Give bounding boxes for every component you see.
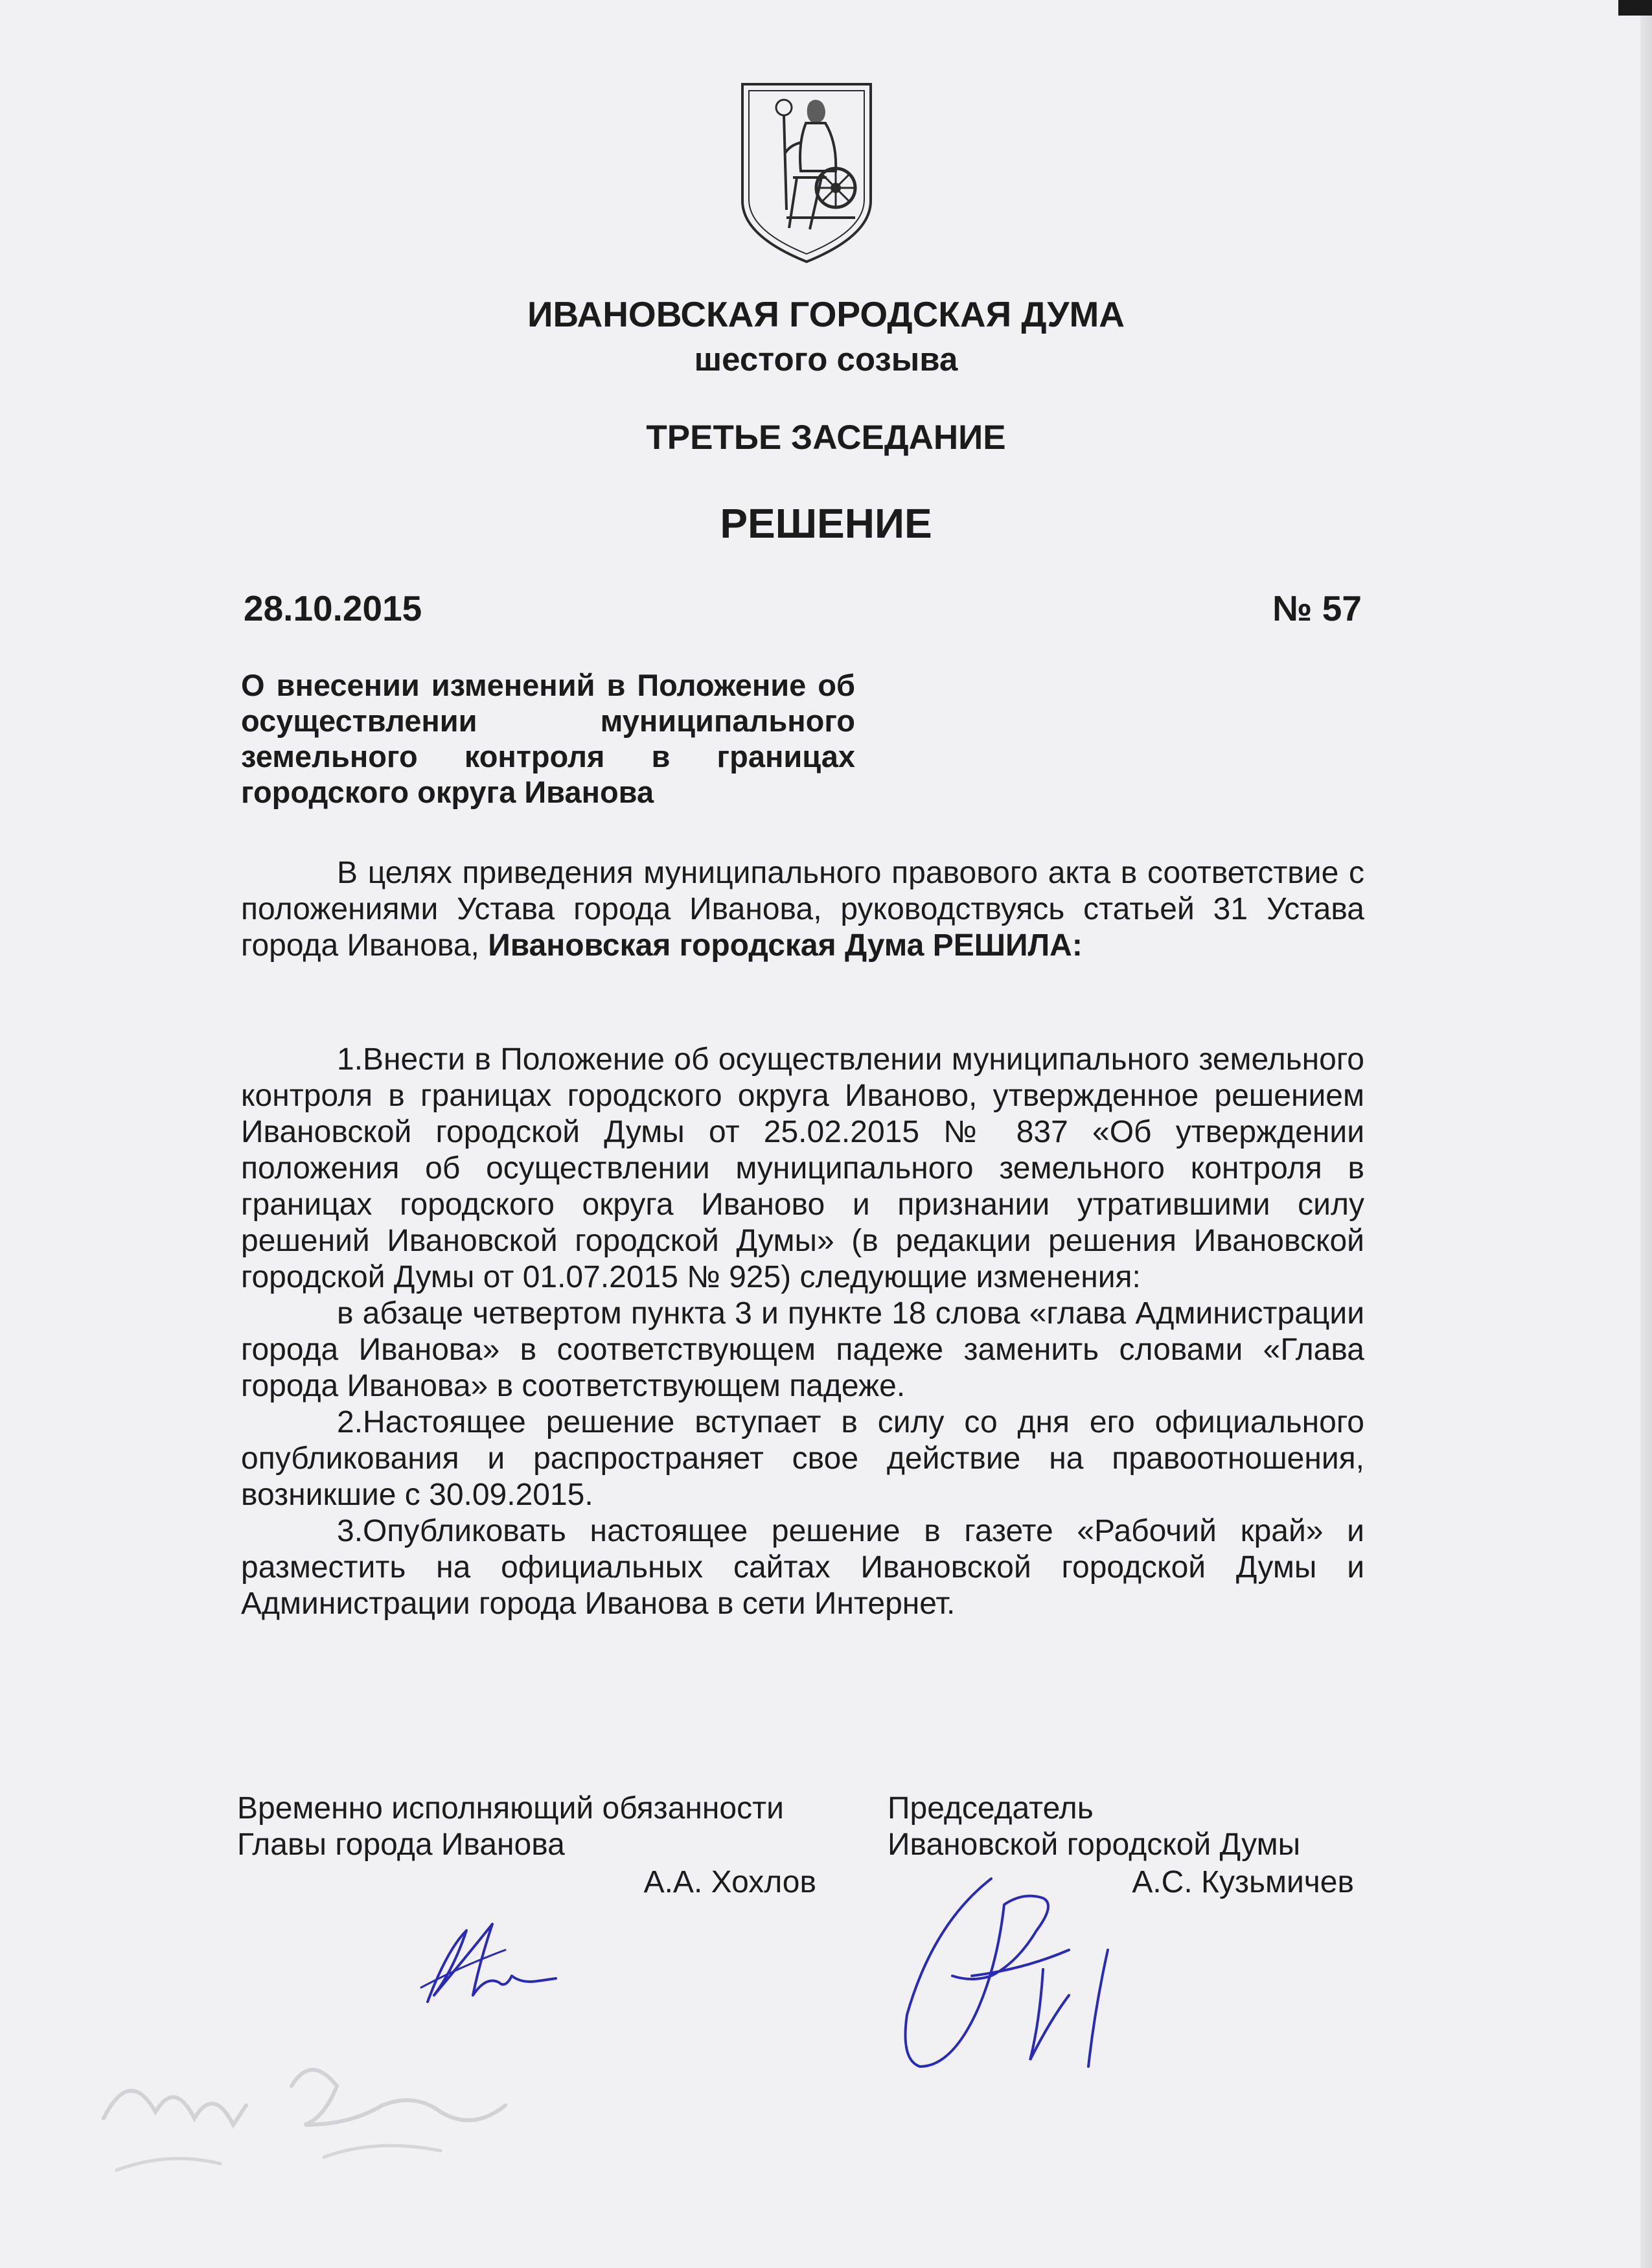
left-signatory-title <box>237 1791 820 1863</box>
right-title-line1: Председатель <box>888 1791 1094 1826</box>
right-handwritten-signature <box>894 1853 1140 2086</box>
convocation-subtitle: шестого созыва <box>694 341 958 378</box>
decision-number: № 57 <box>1272 588 1362 628</box>
left-title-line2: Главы города Иванова <box>237 1827 565 1862</box>
preamble-paragraph <box>241 855 1364 964</box>
left-signatory-name: А.А. Хохлов <box>643 1865 816 1899</box>
item-2: 2.Настоящее решение вступает в силу со дня его официального опубликования и распространяет свое действие на правоотношения, возникшие с 30.09.2015. <box>241 1405 1364 1512</box>
left-handwritten-signature <box>408 1911 564 2015</box>
item-1-amendment: в абзаце четвертом пункта 3 и пункте 18 слова «глава Администрации города Иванова» в соответствующем падеже заменить словами «Глава города Иванова» в соответствующем падеже. <box>241 1296 1364 1403</box>
preamble-resolution: Ивановская городская Дума РЕШИЛА: <box>488 928 1083 963</box>
decision-date: 28.10.2015 <box>244 588 422 628</box>
decision-subject: О внесении изменений в Положение об осуществлении муниципального земельного контроля в границах городского округа Иванова <box>241 668 855 809</box>
document-type-heading: РЕШЕНИЕ <box>720 500 932 547</box>
organization-title: ИВАНОВСКАЯ ГОРОДСКАЯ ДУМА <box>527 294 1125 334</box>
preamble-text: В целях приведения муниципального правового акта в соответствие с положениями Устава города Иванова, руководствуясь статьей 31 Устава города Иванова, <box>241 856 1364 963</box>
coat-of-arms-emblem <box>739 80 875 266</box>
right-title-line2: Ивановской городской Думы <box>888 1827 1301 1862</box>
faint-embossed-marks <box>78 2028 531 2222</box>
scan-corner-mark <box>1618 0 1652 16</box>
decision-items <box>241 1042 1364 1622</box>
left-title-line1: Временно исполняющий обязанности <box>237 1791 784 1826</box>
session-title: ТРЕТЬЕ ЗАСЕДАНИЕ <box>646 418 1006 457</box>
item-3: 3.Опубликовать настоящее решение в газете «Рабочий край» и разместить на официальных сайтах Ивановской городской Думы и Администрации города Иванова в сети Интернет. <box>241 1514 1364 1621</box>
right-signatory-name: А.С. Кузьмичев <box>1132 1865 1354 1899</box>
item-1: 1.Внести в Положение об осуществлении муниципального земельного контроля в границах городского округа Иваново, утвержденное решением Ивановской городской Думы от 25.02.2015 № 837 «Об утверждении положения об осуществлении муниципального земельного контроля в границах городского округа Иваново и признании утратившими силу решений Ивановской городской Думы» (в редакции решения Ивановской городской Думы от 01.07.2015 № 925) следующие изменения: <box>241 1042 1364 1294</box>
